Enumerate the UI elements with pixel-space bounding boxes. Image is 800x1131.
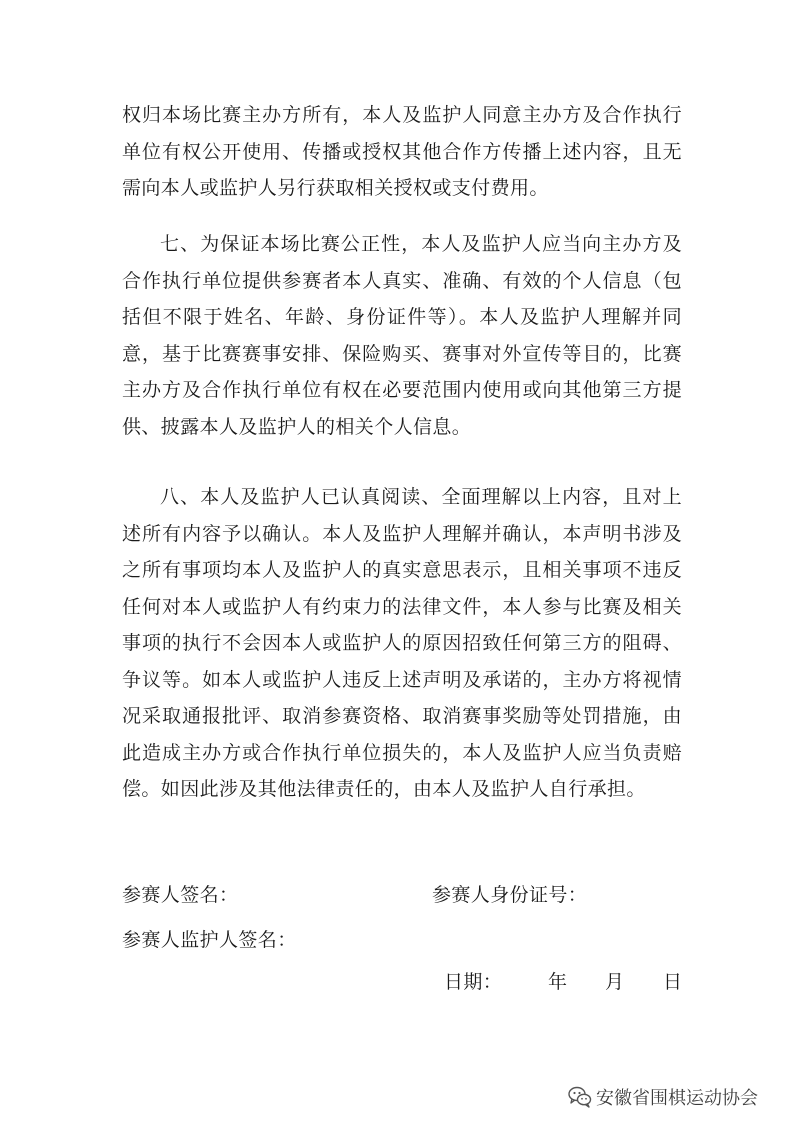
paragraph-continuation: 权归本场比赛主办方所有，本人及监护人同意主办方及合作执行单位有权公开使用、传播或授权其他合作方传播上述内容，且无需向本人或监护人另行获取相关授权或支付费用。 (122, 104, 682, 199)
date-month: 月 (605, 971, 625, 993)
paragraph-clause-seven: 七、为保证本场比赛公正性，本人及监护人应当向主办方及合作执行单位提供参赛者本人真实、准确、有效的个人信息（包括但不限于姓名、年龄、身份证件等）。本人及监护人理解并同意，基于比赛赛事安排、保险购买、赛事对外宣传等目的，比赛主办方及合作执行单位有权在必要范围内使用或向其他第三方提供、披露本人及监护人的相关个人信息。 (122, 233, 682, 438)
participant-id-label: 参赛人身份证号： (432, 884, 588, 906)
participant-signature-label: 参赛人签名： (122, 884, 239, 906)
watermark-text: 安徽省围棋运动协会 (596, 1088, 758, 1109)
paragraph-clause-eight: 八、本人及监护人已认真阅读、全面理解以上内容，且对上述所有内容予以确认。本人及监护人理解并确认，本声明书涉及之所有事项均本人及监护人的真实意思表示，且相关事项不违反任何对本人或监护人有约束力的法律文件，本人参与比赛及相关事项的执行不会因本人或监护人的原因招致任何第三方的阻碍、争议等。如本人或监护人违反上述声明及承诺的，主办方将视情况采取通报批评、取消参赛资格、取消赛事奖励等处罚措施，由此造成主办方或合作执行单位损失的，本人及监护人应当负责赔偿。如因此涉及其他法律责任的，由本人及监护人自行承担。 (122, 486, 682, 800)
date-year: 年 (548, 971, 568, 993)
wechat-watermark (568, 1084, 758, 1110)
guardian-signature-label: 参赛人监护人签名： (122, 929, 297, 951)
wechat-icon (568, 1086, 592, 1108)
date-label: 日期： (444, 971, 503, 993)
date-day: 日 (663, 971, 683, 993)
